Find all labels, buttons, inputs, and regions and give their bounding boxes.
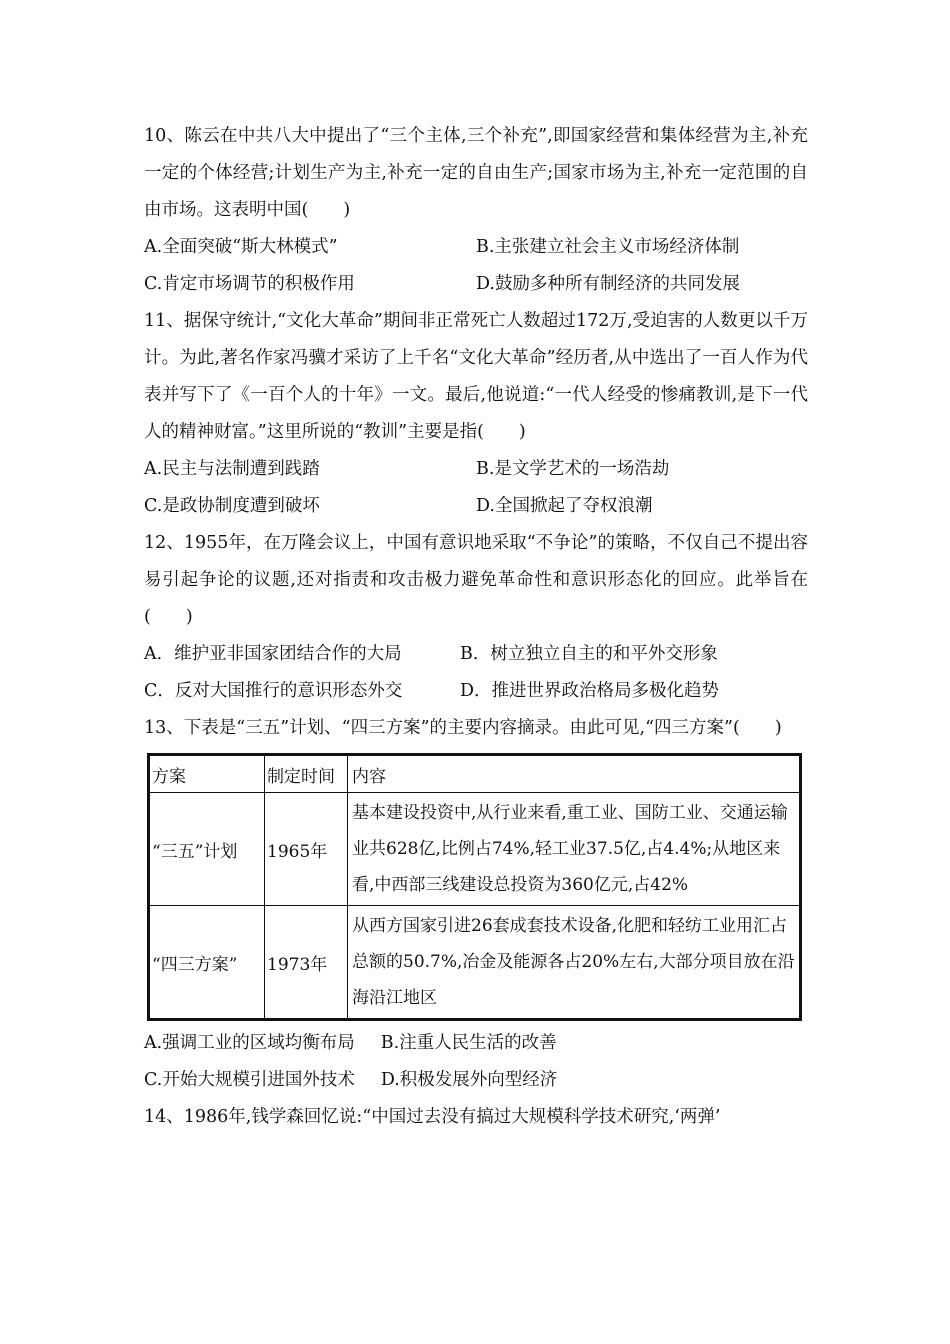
table-row — [149, 793, 801, 906]
table-header-plan: 方案 — [149, 755, 265, 793]
question-11-stem: 11、据保守统计,“文化大革命”期间非正常死亡人数超过172万,受迫害的人数更以千万计。为此,著名作家冯骥才采访了上千名“文化大革命”经历者,从中选出了一百人作为代表并写下了《一百个人的十年》一文。最后,他说道:“一代人经受的惨痛教训,是下一代人的精神财富。”这里所说的“教训”主要是指( ) — [144, 311, 808, 442]
question-11-option-b[interactable]: B.是文学艺术的一场浩劫 — [476, 459, 670, 479]
table-header-content: 内容 — [348, 755, 801, 793]
question-13-option-a[interactable]: A.强调工业的区域均衡布局 — [144, 1033, 355, 1053]
question-14-stem: 14、1986年,钱学森回忆说:“中国过去没有搞过大规模科学技术研究,‘两弹’ — [144, 1107, 721, 1127]
question-10-stem: 10、陈云在中共八大中提出了“三个主体,三个补充”,即国家经营和集体经营为主,补充一定的个体经营;计划生产为主,补充一定的自由生产;国家市场为主,补充一定范围的自由市场。这表明中国( ) — [144, 126, 808, 220]
question-11-option-d[interactable]: D.全国掀起了夺权浪潮 — [476, 496, 653, 516]
table-cell-plan: “四三方案” — [149, 906, 265, 1020]
question-10-option-d[interactable]: D.鼓励多种所有制经济的共同发展 — [476, 274, 740, 294]
table-header-time: 制定时间 — [265, 755, 348, 793]
question-10-option-c[interactable]: C.肯定市场调节的积极作用 — [144, 274, 355, 294]
question-11-option-c[interactable]: C.是政协制度遭到破坏 — [144, 496, 320, 516]
question-13-option-b[interactable]: B.注重人民生活的改善 — [380, 1033, 557, 1053]
question-12-stem: 12、1955年，在万隆会议上，中国有意识地采取“不争论”的策略，不仅自己不提出容易引起争论的议题,还对指责和攻击极力避免革命性和意识形态化的回应。此举旨在( ) — [144, 533, 808, 627]
question-13-option-d[interactable]: D.积极发展外向型经济 — [380, 1070, 558, 1090]
table-cell-plan: “三五”计划 — [149, 793, 265, 906]
question-12-options-row-2 — [144, 673, 808, 710]
question-13-options-row-1 — [144, 1025, 808, 1062]
question-12-option-a[interactable]: A．维护亚非国家团结合作的大局 — [144, 644, 402, 664]
question-12-option-d[interactable]: D．推进世界政治格局多极化趋势 — [460, 681, 720, 701]
question-13-option-c[interactable]: C.开始大规模引进国外技术 — [144, 1070, 355, 1090]
table-cell-time: 1965年 — [265, 793, 348, 906]
table-header-row — [149, 755, 801, 793]
table-row — [149, 906, 801, 1020]
exam-page — [144, 118, 808, 1136]
question-12-option-b[interactable]: B．树立独立自主的和平外交形象 — [460, 644, 718, 664]
question-11-options-row-1 — [144, 451, 808, 488]
question-13-options-row-2 — [144, 1062, 808, 1099]
question-10-options-row-2 — [144, 266, 808, 303]
question-10-options-row-1 — [144, 229, 808, 266]
question-10-option-a[interactable]: A.全面突破“斯大林模式” — [144, 237, 338, 257]
question-10-option-b[interactable]: B.主张建立社会主义市场经济体制 — [476, 237, 740, 257]
table-cell-time: 1973年 — [265, 906, 348, 1020]
question-11-options-row-2 — [144, 488, 808, 525]
question-12-option-c[interactable]: C．反对大国推行的意识形态外交 — [144, 681, 403, 701]
table-cell-content: 基本建设投资中,从行业来看,重工业、国防工业、交通运输业共628亿,比例占74%,轻工业37.5亿,占4.4%;从地区来看,中西部三线建设总投资为360亿元,占42% — [348, 793, 801, 906]
question-12-options-row-1 — [144, 636, 808, 673]
question-11-option-a[interactable]: A.民主与法制遭到践踏 — [144, 459, 320, 479]
question-13-table — [147, 753, 802, 1021]
table-cell-content: 从西方国家引进26套成套技术设备,化肥和轻纺工业用汇占总额的50.7%,冶金及能源各占20%左右,大部分项目放在沿海沿江地区 — [348, 906, 801, 1020]
question-13-stem: 13、下表是“三五”计划、“四三方案”的主要内容摘录。由此可见,“四三方案”( ) — [144, 718, 782, 738]
